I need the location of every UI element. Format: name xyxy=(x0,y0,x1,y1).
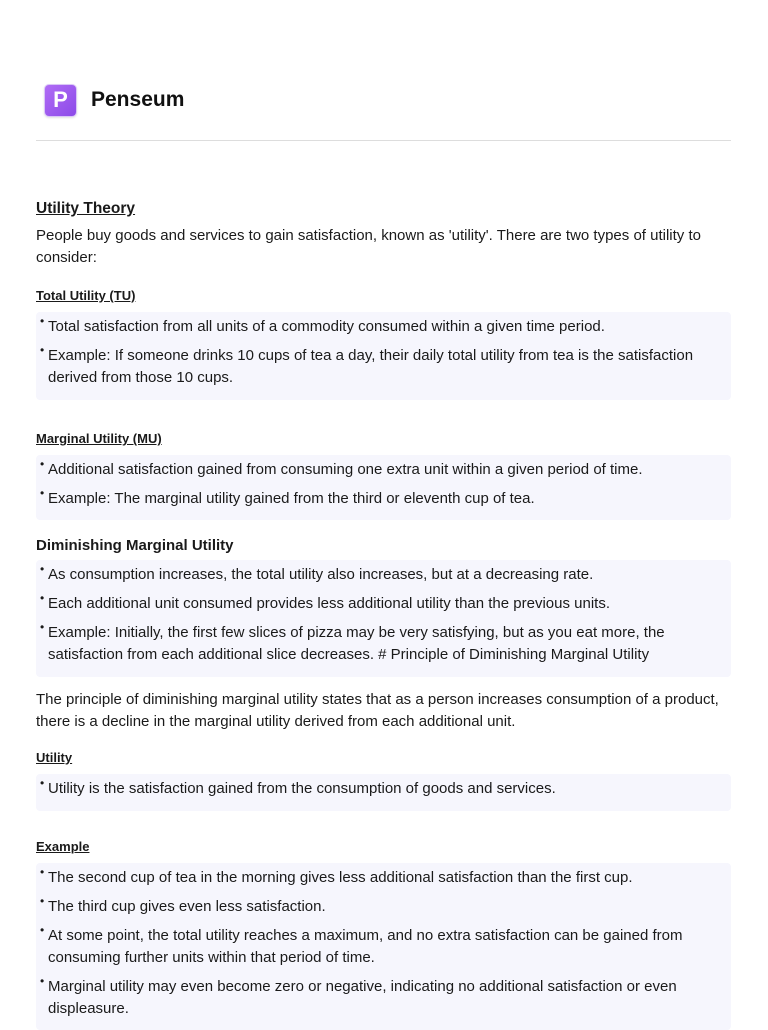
principle-paragraph: The principle of diminishing marginal utility states that as a person increases consumption of a product, there is a decline in the marginal utility derived from each additional unit. xyxy=(36,691,719,730)
bullet-icon: • xyxy=(40,620,45,634)
document-content xyxy=(36,198,731,1030)
list-item: • Utility is the satisfaction gained from the consumption of goods and services. xyxy=(48,778,719,800)
header-divider xyxy=(36,140,731,141)
bullet-icon: • xyxy=(40,923,45,937)
brand-header[interactable] xyxy=(44,83,184,117)
bullet-icon: • xyxy=(40,457,45,471)
bullet-icon: • xyxy=(40,894,45,908)
list-item: • Example: Initially, the first few slices of pizza may be very satisfying, but as you eat more, the satisfaction from each additional slice decreases. # Principle of Diminishing Marginal Utility xyxy=(48,622,719,666)
brand-name: Penseum xyxy=(91,88,185,111)
bullet-icon: • xyxy=(40,343,45,357)
bullet-icon: • xyxy=(40,591,45,605)
list-item: • Example: If someone drinks 10 cups of tea a day, their daily total utility from tea is the satisfaction derived from those 10 cups. xyxy=(48,345,719,389)
list-item: • Marginal utility may even become zero or negative, indicating no additional satisfaction or even displeasure. xyxy=(48,976,719,1020)
tu-list xyxy=(36,312,731,400)
list-item: • The second cup of tea in the morning gives less additional satisfaction than the first cup. xyxy=(48,867,719,889)
bullet-icon: • xyxy=(40,562,45,576)
list-item: • Example: The marginal utility gained from the third or eleventh cup of tea. xyxy=(48,488,719,510)
utility-heading: Utility xyxy=(36,750,73,765)
bullet-icon: • xyxy=(40,314,45,328)
list-item: • Each additional unit consumed provides less additional utility than the previous units. xyxy=(48,593,719,615)
mu-heading: Marginal Utility (MU) xyxy=(36,431,162,446)
penseum-logo-icon: P xyxy=(44,84,77,117)
dmu-heading: Diminishing Marginal Utility xyxy=(36,537,234,554)
utility-list xyxy=(36,774,731,811)
mu-list xyxy=(36,455,731,520)
list-item: • As consumption increases, the total utility also increases, but at a decreasing rate. xyxy=(48,564,719,586)
list-item: • The third cup gives even less satisfaction. xyxy=(48,896,719,918)
bullet-icon: • xyxy=(40,776,45,790)
example-heading: Example xyxy=(36,839,90,854)
intro-paragraph: People buy goods and services to gain satisfaction, known as 'utility'. There are two types of utility to consider: xyxy=(36,227,701,266)
dmu-list xyxy=(36,560,731,677)
list-item: • Additional satisfaction gained from consuming one extra unit within a given period of time. xyxy=(48,459,719,481)
bullet-icon: • xyxy=(40,974,45,988)
doc-title: Utility Theory xyxy=(36,200,136,217)
list-item: • Total satisfaction from all units of a commodity consumed within a given time period. xyxy=(48,316,719,338)
bullet-icon: • xyxy=(40,865,45,879)
tu-heading: Total Utility (TU) xyxy=(36,288,136,303)
example-list xyxy=(36,863,731,1030)
bullet-icon: • xyxy=(40,486,45,500)
list-item: • At some point, the total utility reaches a maximum, and no extra satisfaction can be gained from consuming further units within that period of time. xyxy=(48,925,719,969)
